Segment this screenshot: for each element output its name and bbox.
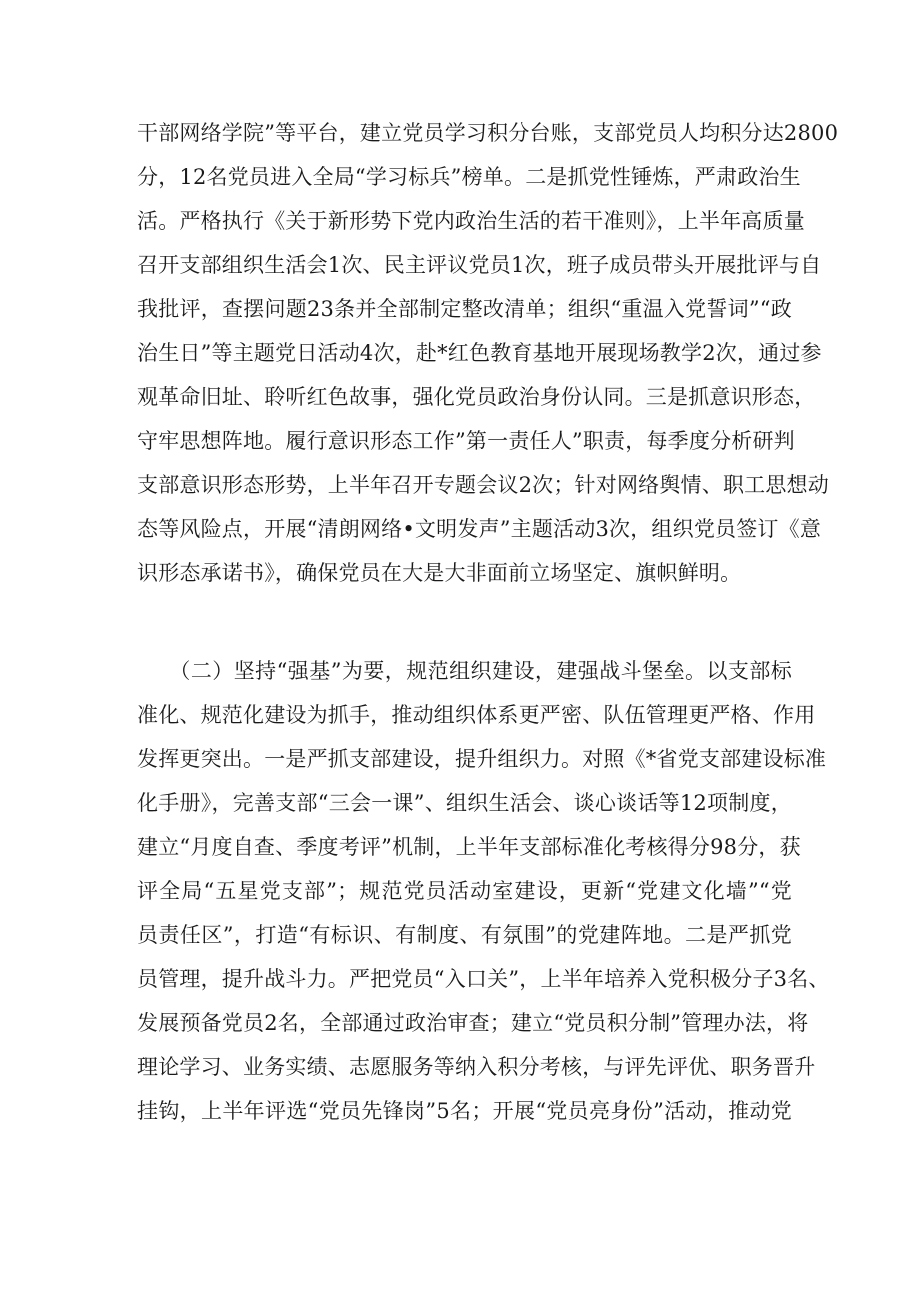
paragraph-2-line: 发展预备党员2名，全部通过政治审查；建立“党员积分制”管理办法，将	[137, 1011, 809, 1035]
paragraph-2-line: 评全局“五星党支部”；规范党员活动室建设，更新“党建文化墙”“党	[137, 879, 792, 903]
paragraph-1-line: 召开支部组织生活会1次、民主评议党员1次，班子成员带头开展批评与自	[137, 253, 822, 277]
paragraph-1-line: 态等风险点，开展“清朗网络•文明发声”主题活动3次，组织党员签订《意	[137, 517, 822, 541]
paragraph-2-line: 发挥更突出。一是严抓支部建设，提升组织力。对照《*省党支部建设标准	[137, 747, 827, 771]
paragraph-1-line: 治生日”等主题党日活动4次，赴*红色教育基地开展现场教学2次，通过参	[137, 341, 822, 365]
paragraph-1-line: 守牢思想阵地。履行意识形态工作”第一责任人”职责，每季度分析研判	[137, 429, 795, 453]
paragraph-2	[137, 649, 830, 1133]
paragraph-2-line: 员责任区”，打造“有标识、有制度、有氛围”的党建阵地。二是严抓党	[137, 923, 792, 947]
paragraph-1-line: 我批评，查摆问题23条并全部制定整改清单；组织“重温入党誓词”“政	[137, 297, 792, 321]
paragraph-1-line: 观革命旧址、聆听红色故事，强化党员政治身份认同。三是抓意识形态，	[137, 385, 816, 409]
paragraph-1	[137, 111, 839, 595]
paragraph-1-line: 识形态承诺书》，确保党员在大是大非面前立场坚定、旗帜鲜明。	[137, 561, 742, 585]
paragraph-1-line: 支部意识形态形势，上半年召开专题会议2次；针对网络舆情、职工思想动	[137, 473, 829, 497]
paragraph-2-line: 理论学习、业务实绩、志愿服务等纳入积分考核，与评先评优、职务晋升	[137, 1055, 816, 1079]
paragraph-2-line: 建立“月度自查、季度考评”机制，上半年支部标准化考核得分98分，获	[137, 835, 801, 859]
paragraph-2-line: 挂钩，上半年评选“党员先锋岗”5名；开展“党员亮身份”活动，推动党	[137, 1099, 792, 1123]
paragraph-2-line: 化手册》，完善支部“三会一课”、组织生活会、谈心谈话等12项制度，	[137, 791, 792, 815]
paragraph-2-line: 准化、规范化建设为抓手，推动组织体系更严密、队伍管理更严格、作用	[137, 703, 816, 727]
paragraph-1-line: 活。严格执行《关于新形势下党内政治生活的若干准则》，上半年高质量	[137, 209, 805, 233]
paragraph-2-line: 员管理，提升战斗力。严把党员“入口关”，上半年培养入党积极分子3名、	[137, 967, 830, 991]
paragraph-2-line: （二）坚持“强基”为要，规范组织建设，建强战斗堡垒。以支部标	[137, 659, 792, 683]
paragraph-1-line: 分，12名党员进入全局“学习标兵”榜单。二是抓党性锤炼，严肃政治生	[137, 165, 801, 189]
paragraph-1-line: 干部网络学院”等平台，建立党员学习积分台账，支部党员人均积分达2800	[137, 121, 839, 145]
